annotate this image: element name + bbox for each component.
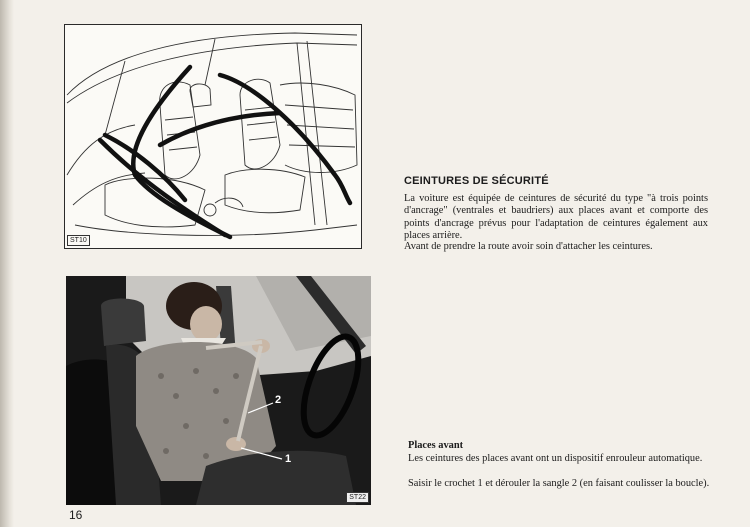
page-spine (0, 0, 14, 527)
subsection-paragraph-1: Les ceintures des places avant ont un dispositif enrouleur automatique. (408, 453, 703, 464)
figure-code-top: ST10 (67, 235, 90, 246)
page-number: 16 (69, 508, 83, 522)
subsection-title: Places avant (408, 440, 464, 451)
seatbelt-line-drawing (64, 24, 362, 249)
figure-code-bottom: ST22 (346, 492, 369, 503)
seatbelt-photo (66, 276, 371, 505)
section-paragraph-2: Avant de prendre la route avoir soin d'attacher les ceintures. (404, 241, 653, 252)
subsection-paragraph-2: Saisir le crochet 1 et dérouler la sangle 2 (en faisant coulisser la boucle). (408, 478, 710, 489)
section-title: CEINTURES DE SÉCURITÉ (404, 175, 549, 187)
car-interior-illustration (65, 25, 361, 248)
rear-belt (220, 75, 350, 203)
callout-hook: 1 (285, 453, 292, 465)
driver-photo-illustration (66, 276, 371, 505)
section-paragraph-1: La voiture est équipée de ceintures de sécurité du type "à trois points d'ancrage" (ventrales et baudriers) aux places avant et comporte des points d'ancrage prévus pour l'adaptation de ceintures également aux places arrière. (404, 193, 708, 242)
callout-strap: 2 (275, 394, 282, 406)
